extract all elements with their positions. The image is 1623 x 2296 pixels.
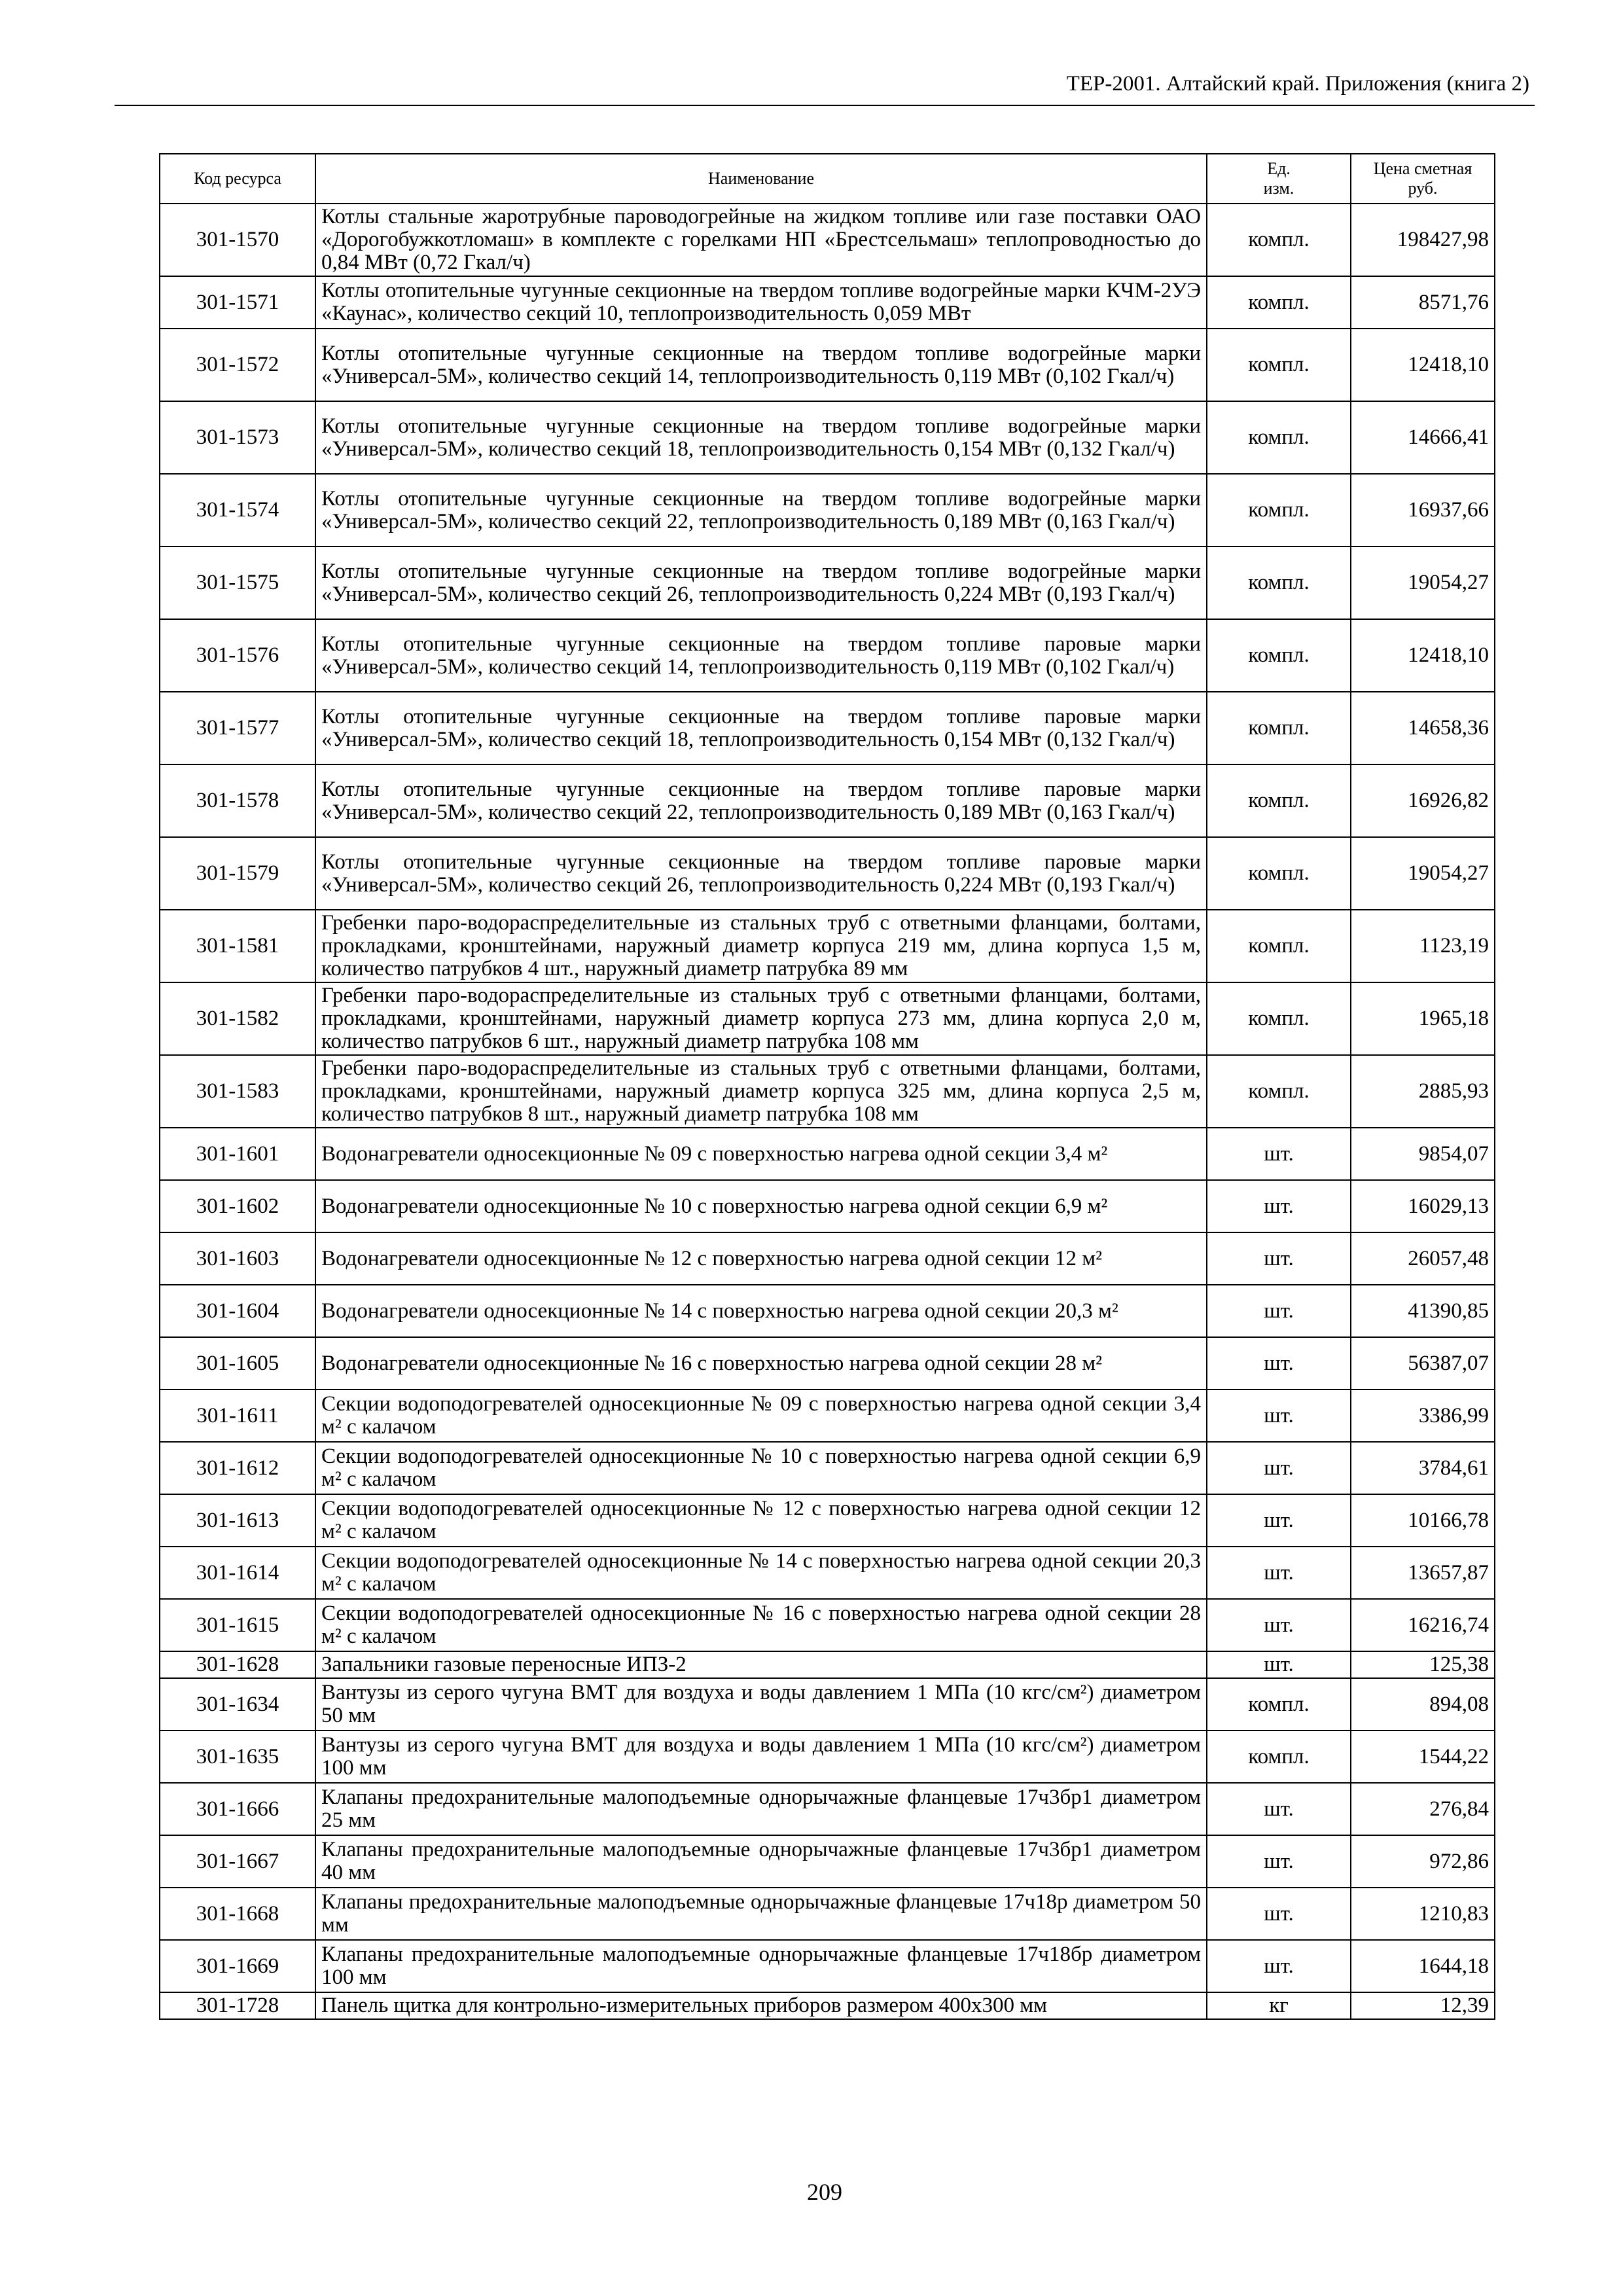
- resource-name: Водонагреватели односекционные № 09 с поверхностью нагрева одной секции 3,4 м²: [315, 1128, 1207, 1180]
- table-row: [160, 1180, 1495, 1232]
- resource-name: Котлы отопительные чугунные секционные на твердом топливе водогрейные марки «Универсал-5М», количество секций 18, теплопроизводительность 0,154 МВт (0,132 Гкал/ч): [315, 401, 1207, 474]
- table-row: [160, 619, 1495, 692]
- resource-code: 301-1634: [160, 1678, 315, 1731]
- resource-name: Котлы отопительные чугунные секционные на твердом топливе водогрейные марки «Универсал-5М», количество секций 26, теплопроизводительность 0,224 МВт (0,193 Гкал/ч): [315, 547, 1207, 619]
- resource-unit: кг: [1207, 1992, 1351, 2019]
- resource-unit: шт.: [1207, 1599, 1351, 1651]
- resource-price: 1644,18: [1351, 1940, 1495, 1992]
- table-row: [160, 910, 1495, 982]
- resource-name: Гребенки паро-водораспределительные из стальных труб с ответными фланцами, болтами, прокладками, кронштейнами, наружный диаметр корпуса 325 мм, длина корпуса 2,5 м, количество патрубков 8 шт., наружный диаметр патрубка 108 мм: [315, 1055, 1207, 1128]
- resource-code: 301-1605: [160, 1337, 315, 1390]
- resource-name: Гребенки паро-водораспределительные из стальных труб с ответными фланцами, болтами, прокладками, кронштейнами, наружный диаметр корпуса 273 мм, длина корпуса 2,0 м, количество патрубков 6 шт., наружный диаметр патрубка 108 мм: [315, 982, 1207, 1055]
- page-header: [115, 69, 1535, 106]
- resource-price: 3784,61: [1351, 1442, 1495, 1494]
- resource-unit: шт.: [1207, 1285, 1351, 1337]
- resource-price: 14658,36: [1351, 692, 1495, 764]
- resource-name: Клапаны предохранительные малоподъемные однорычажные фланцевые 17ч3бр1 диаметром 40 мм: [315, 1835, 1207, 1888]
- resource-name: Секции водоподогревателей односекционные № 14 с поверхностью нагрева одной секции 20,3 м² с калачом: [315, 1547, 1207, 1599]
- resource-unit: шт.: [1207, 1390, 1351, 1442]
- resource-unit: компл.: [1207, 401, 1351, 474]
- resource-unit: компл.: [1207, 1055, 1351, 1128]
- table-row: [160, 1940, 1495, 1992]
- resource-code: 301-1601: [160, 1128, 315, 1180]
- resource-unit: компл.: [1207, 982, 1351, 1055]
- resource-code: 301-1669: [160, 1940, 315, 1992]
- resource-price: 56387,07: [1351, 1337, 1495, 1390]
- resource-unit: шт.: [1207, 1783, 1351, 1835]
- resource-price: 972,86: [1351, 1835, 1495, 1888]
- resource-price: 894,08: [1351, 1678, 1495, 1731]
- resource-code: 301-1577: [160, 692, 315, 764]
- resource-code: 301-1571: [160, 276, 315, 329]
- resource-unit: шт.: [1207, 1180, 1351, 1232]
- table-row: [160, 1055, 1495, 1128]
- resource-unit: компл.: [1207, 204, 1351, 276]
- table-row: [160, 837, 1495, 910]
- resource-code: 301-1575: [160, 547, 315, 619]
- table-row: [160, 1442, 1495, 1494]
- resource-code: 301-1667: [160, 1835, 315, 1888]
- resource-price: 8571,76: [1351, 276, 1495, 329]
- resource-code: 301-1570: [160, 204, 315, 276]
- resource-code: 301-1573: [160, 401, 315, 474]
- resource-code: 301-1614: [160, 1547, 315, 1599]
- header-title: ТЕР-2001. Алтайский край. Приложения (книга 2): [1066, 72, 1529, 96]
- resource-name: Котлы отопительные чугунные секционные на твердом топливе паровые марки «Универсал-5М», количество секций 18, теплопроизводительность 0,154 МВт (0,132 Гкал/ч): [315, 692, 1207, 764]
- resource-unit: компл.: [1207, 764, 1351, 837]
- column-header-price: [1351, 154, 1495, 204]
- table-header-row: [160, 154, 1495, 204]
- resource-code: 301-1581: [160, 910, 315, 982]
- table-row: [160, 764, 1495, 837]
- resource-price: 2885,93: [1351, 1055, 1495, 1128]
- table-row: [160, 1888, 1495, 1940]
- resource-code: 301-1574: [160, 474, 315, 547]
- resource-price: 12418,10: [1351, 619, 1495, 692]
- table-row: [160, 1651, 1495, 1678]
- resource-code: 301-1612: [160, 1442, 315, 1494]
- resource-code: 301-1613: [160, 1494, 315, 1547]
- table-row: [160, 1390, 1495, 1442]
- resource-name: Котлы отопительные чугунные секционные на твердом топливе паровые марки «Универсал-5М», количество секций 26, теплопроизводительность 0,224 МВт (0,193 Гкал/ч): [315, 837, 1207, 910]
- resource-price: 16029,13: [1351, 1180, 1495, 1232]
- resource-unit: компл.: [1207, 619, 1351, 692]
- column-header-unit: [1207, 154, 1351, 204]
- resource-unit: шт.: [1207, 1128, 1351, 1180]
- resource-code: 301-1603: [160, 1232, 315, 1285]
- resource-unit: компл.: [1207, 329, 1351, 401]
- resource-unit: компл.: [1207, 1731, 1351, 1783]
- resource-name: Вантузы из серого чугуна ВМТ для воздуха и воды давлением 1 МПа (10 кгс/см²) диаметром 100 мм: [315, 1731, 1207, 1783]
- resource-code: 301-1728: [160, 1992, 315, 2019]
- resource-unit: шт.: [1207, 1940, 1351, 1992]
- resource-name: Секции водоподогревателей односекционные № 16 с поверхностью нагрева одной секции 28 м² с калачом: [315, 1599, 1207, 1651]
- resource-price: 276,84: [1351, 1783, 1495, 1835]
- resource-price: 1210,83: [1351, 1888, 1495, 1940]
- resource-name: Секции водоподогревателей односекционные № 10 с поверхностью нагрева одной секции 6,9 м² с калачом: [315, 1442, 1207, 1494]
- resource-price: 19054,27: [1351, 837, 1495, 910]
- resource-unit: шт.: [1207, 1888, 1351, 1940]
- resource-unit: компл.: [1207, 1678, 1351, 1731]
- table-row: [160, 329, 1495, 401]
- resource-code: 301-1576: [160, 619, 315, 692]
- resource-unit: шт.: [1207, 1232, 1351, 1285]
- table-row: [160, 1547, 1495, 1599]
- resource-price: 198427,98: [1351, 204, 1495, 276]
- resource-code: 301-1583: [160, 1055, 315, 1128]
- resource-price: 41390,85: [1351, 1285, 1495, 1337]
- resource-unit: компл.: [1207, 910, 1351, 982]
- resource-price: 10166,78: [1351, 1494, 1495, 1547]
- table-row: [160, 1337, 1495, 1390]
- resource-code: 301-1666: [160, 1783, 315, 1835]
- table-row: [160, 474, 1495, 547]
- resource-name: Клапаны предохранительные малоподъемные однорычажные фланцевые 17ч3бр1 диаметром 25 мм: [315, 1783, 1207, 1835]
- resource-name: Водонагреватели односекционные № 14 с поверхностью нагрева одной секции 20,3 м²: [315, 1285, 1207, 1337]
- resource-price: 3386,99: [1351, 1390, 1495, 1442]
- resource-unit: шт.: [1207, 1547, 1351, 1599]
- table-row: [160, 1731, 1495, 1783]
- resource-name: Секции водоподогревателей односекционные № 09 с поверхностью нагрева одной секции 3,4 м² с калачом: [315, 1390, 1207, 1442]
- resource-name: Котлы отопительные чугунные секционные на твердом топливе водогрейные марки КЧМ-2УЭ «Каунас», количество секций 10, теплопроизводительность 0,059 МВт: [315, 276, 1207, 329]
- resource-code: 301-1582: [160, 982, 315, 1055]
- resource-unit: шт.: [1207, 1442, 1351, 1494]
- resource-name: Водонагреватели односекционные № 12 с поверхностью нагрева одной секции 12 м²: [315, 1232, 1207, 1285]
- resource-name: Запальники газовые переносные ИПЗ-2: [315, 1651, 1207, 1678]
- resource-code: 301-1615: [160, 1599, 315, 1651]
- resource-unit: компл.: [1207, 692, 1351, 764]
- resource-name: Котлы отопительные чугунные секционные на твердом топливе водогрейные марки «Универсал-5М», количество секций 14, теплопроизводительность 0,119 МВт (0,102 Гкал/ч): [315, 329, 1207, 401]
- resource-name: Котлы отопительные чугунные секционные на твердом топливе водогрейные марки «Универсал-5М», количество секций 22, теплопроизводительность 0,189 МВт (0,163 Гкал/ч): [315, 474, 1207, 547]
- resource-name: Секции водоподогревателей односекционные № 12 с поверхностью нагрева одной секции 12 м² с калачом: [315, 1494, 1207, 1547]
- table-row: [160, 692, 1495, 764]
- resource-name: Котлы отопительные чугунные секционные на твердом топливе паровые марки «Универсал-5М», количество секций 22, теплопроизводительность 0,189 МВт (0,163 Гкал/ч): [315, 764, 1207, 837]
- resource-price: 16216,74: [1351, 1599, 1495, 1651]
- resource-price: 1965,18: [1351, 982, 1495, 1055]
- resource-price: 9854,07: [1351, 1128, 1495, 1180]
- resource-code: 301-1611: [160, 1390, 315, 1442]
- resource-price: 12,39: [1351, 1992, 1495, 2019]
- table-row: [160, 276, 1495, 329]
- resource-name: Водонагреватели односекционные № 10 с поверхностью нагрева одной секции 6,9 м²: [315, 1180, 1207, 1232]
- table-row: [160, 1285, 1495, 1337]
- resource-price: 19054,27: [1351, 547, 1495, 619]
- resource-price: 125,38: [1351, 1651, 1495, 1678]
- table-row: [160, 401, 1495, 474]
- resource-price: 12418,10: [1351, 329, 1495, 401]
- resource-unit: шт.: [1207, 1835, 1351, 1888]
- column-header-price-line2: руб.: [1408, 179, 1438, 198]
- resource-unit: компл.: [1207, 276, 1351, 329]
- resource-unit: компл.: [1207, 547, 1351, 619]
- column-header-unit-line1: Ед.: [1267, 159, 1291, 178]
- resource-code: 301-1602: [160, 1180, 315, 1232]
- resource-name: Котлы отопительные чугунные секционные на твердом топливе паровые марки «Универсал-5М», количество секций 14, теплопроизводительность 0,119 МВт (0,102 Гкал/ч): [315, 619, 1207, 692]
- column-header-name: Наименование: [315, 154, 1207, 204]
- table-row: [160, 1232, 1495, 1285]
- resource-unit: компл.: [1207, 474, 1351, 547]
- page-number: 209: [807, 2179, 842, 2205]
- resource-name: Клапаны предохранительные малоподъемные однорычажные фланцевые 17ч18р диаметром 50 мм: [315, 1888, 1207, 1940]
- table-row: [160, 1494, 1495, 1547]
- resource-name: Гребенки паро-водораспределительные из стальных труб с ответными фланцами, болтами, прокладками, кронштейнами, наружный диаметр корпуса 219 мм, длина корпуса 1,5 м, количество патрубков 4 шт., наружный диаметр патрубка 89 мм: [315, 910, 1207, 982]
- resource-price: 1544,22: [1351, 1731, 1495, 1783]
- resource-code: 301-1635: [160, 1731, 315, 1783]
- resource-name: Вантузы из серого чугуна ВМТ для воздуха и воды давлением 1 МПа (10 кгс/см²) диаметром 50 мм: [315, 1678, 1207, 1731]
- resource-code: 301-1628: [160, 1651, 315, 1678]
- resource-unit: шт.: [1207, 1494, 1351, 1547]
- table-row: [160, 1783, 1495, 1835]
- resource-code: 301-1668: [160, 1888, 315, 1940]
- column-header-unit-line2: изм.: [1263, 179, 1294, 198]
- table-row: [160, 982, 1495, 1055]
- resource-name: Котлы стальные жаротрубные пароводогрейные на жидком топливе или газе поставки ОАО «Дорогобужкотломаш» в комплекте с горелками НП «Брестсельмаш» теплопроводностью до 0,84 МВт (0,72 Гкал/ч): [315, 204, 1207, 276]
- resource-table: [159, 153, 1495, 2020]
- resource-price: 1123,19: [1351, 910, 1495, 982]
- column-header-price-line1: Цена сметная: [1373, 159, 1472, 178]
- resource-unit: компл.: [1207, 837, 1351, 910]
- resource-name: Клапаны предохранительные малоподъемные однорычажные фланцевые 17ч18бр диаметром 100 мм: [315, 1940, 1207, 1992]
- resource-name: Панель щитка для контрольно-измерительных приборов размером 400х300 мм: [315, 1992, 1207, 2019]
- resource-price: 13657,87: [1351, 1547, 1495, 1599]
- table-row: [160, 1992, 1495, 2019]
- table-row: [160, 1128, 1495, 1180]
- resource-code: 301-1579: [160, 837, 315, 910]
- resource-name: Водонагреватели односекционные № 16 с поверхностью нагрева одной секции 28 м²: [315, 1337, 1207, 1390]
- resource-code: 301-1604: [160, 1285, 315, 1337]
- table-row: [160, 547, 1495, 619]
- table-row: [160, 204, 1495, 276]
- table-row: [160, 1835, 1495, 1888]
- column-header-code: Код ресурса: [160, 154, 315, 204]
- table-row: [160, 1599, 1495, 1651]
- resource-price: 26057,48: [1351, 1232, 1495, 1285]
- table-row: [160, 1678, 1495, 1731]
- resource-unit: шт.: [1207, 1651, 1351, 1678]
- resource-price: 16937,66: [1351, 474, 1495, 547]
- resource-price: 16926,82: [1351, 764, 1495, 837]
- resource-price: 14666,41: [1351, 401, 1495, 474]
- resource-code: 301-1572: [160, 329, 315, 401]
- resource-code: 301-1578: [160, 764, 315, 837]
- resource-unit: шт.: [1207, 1337, 1351, 1390]
